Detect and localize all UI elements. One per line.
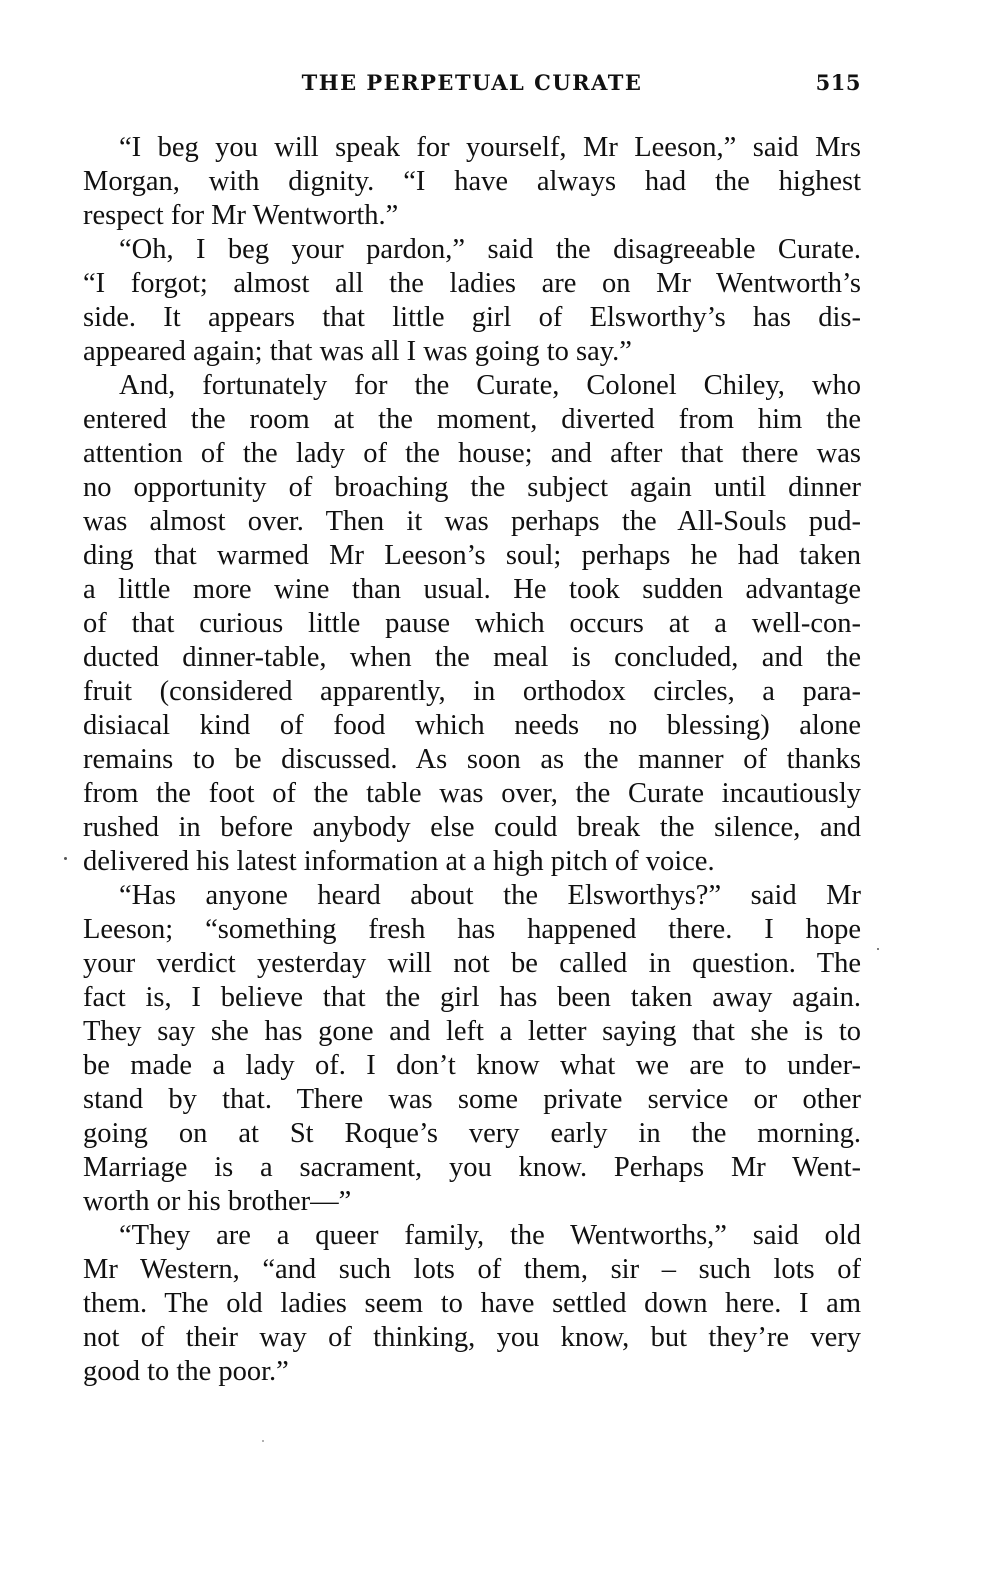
running-title: THE PERPETUAL CURATE — [301, 70, 643, 95]
text-line: good to the poor.” — [83, 1356, 289, 1387]
text-line: delivered his latest information at a high pitch of voice. — [83, 846, 715, 877]
text-line: remains to be discussed. As soon as the manner of thanks — [83, 744, 861, 775]
running-head — [83, 70, 861, 100]
scan-speck — [877, 948, 879, 950]
text-line: “I beg you will speak for yourself, Mr Leeson,” said Mrs — [119, 132, 861, 163]
text-line: “Has anyone heard about the Elsworthys?” said Mr — [119, 880, 861, 911]
text-line: from the foot of the table was over, the Curate incautiously — [83, 778, 861, 809]
text-line: not of their way of thinking, you know, but they’re very — [83, 1322, 861, 1353]
text-line: stand by that. There was some private service or other — [83, 1084, 861, 1115]
text-line: Mr Western, “and such lots of them, sir – such lots of — [83, 1254, 861, 1285]
text-line: ding that warmed Mr Leeson’s soul; perhaps he had taken — [83, 540, 861, 571]
text-line: “Oh, I beg your pardon,” said the disagreeable Curate. — [119, 234, 861, 265]
text-line: be made a lady of. I don’t know what we are to under- — [83, 1050, 861, 1081]
text-line: ducted dinner-table, when the meal is concluded, and the — [83, 642, 861, 673]
text-line: of that curious little pause which occurs at a well-con- — [83, 608, 861, 639]
text-line: side. It appears that little girl of Elsworthy’s has dis- — [83, 302, 861, 333]
text-line: And, fortunately for the Curate, Colonel Chiley, who — [119, 370, 861, 401]
text-line: going on at St Roque’s very early in the morning. — [83, 1118, 861, 1149]
text-line: them. The old ladies seem to have settled down here. I am — [83, 1288, 861, 1319]
text-line: fact is, I believe that the girl has been taken away again. — [83, 982, 861, 1013]
page-number: 515 — [815, 70, 861, 95]
scan-speck — [64, 857, 67, 860]
text-line: fruit (considered apparently, in orthodox circles, a para- — [83, 676, 861, 707]
paragraph-5 — [83, 1219, 861, 1389]
text-line: “They are a queer family, the Wentworths,” said old — [119, 1220, 861, 1251]
text-line: They say she has gone and left a letter saying that she is to — [83, 1016, 861, 1047]
text-line: disiacal kind of food which needs no blessing) alone — [83, 710, 861, 741]
text-line: Morgan, with dignity. “I have always had the highest — [83, 166, 861, 197]
paragraph-3 — [83, 369, 861, 879]
text-line: rushed in before anybody else could break the silence, and — [83, 812, 861, 843]
text-line: respect for Mr Wentworth.” — [83, 200, 399, 231]
text-line: no opportunity of broaching the subject again until dinner — [83, 472, 861, 503]
text-line: Marriage is a sacrament, you know. Perhaps Mr Went- — [83, 1152, 861, 1183]
text-line: your verdict yesterday will not be called in question. The — [83, 948, 861, 979]
body-text — [83, 131, 861, 1389]
text-line: a little more wine than usual. He took sudden advantage — [83, 574, 861, 605]
text-line: worth or his brother—” — [83, 1186, 352, 1217]
scan-speck — [262, 1440, 264, 1442]
paragraph-1 — [83, 131, 861, 233]
text-line: “I forgot; almost all the ladies are on Mr Wentworth’s — [83, 268, 861, 299]
text-line: was almost over. Then it was perhaps the All-Souls pud- — [83, 506, 861, 537]
text-line: appeared again; that was all I was going to say.” — [83, 336, 632, 367]
text-line: entered the room at the moment, diverted from him the — [83, 404, 861, 435]
text-line: Leeson; “something fresh has happened there. I hope — [83, 914, 861, 945]
text-line: attention of the lady of the house; and after that there was — [83, 438, 861, 469]
paragraph-4 — [83, 879, 861, 1219]
paragraph-2 — [83, 233, 861, 369]
